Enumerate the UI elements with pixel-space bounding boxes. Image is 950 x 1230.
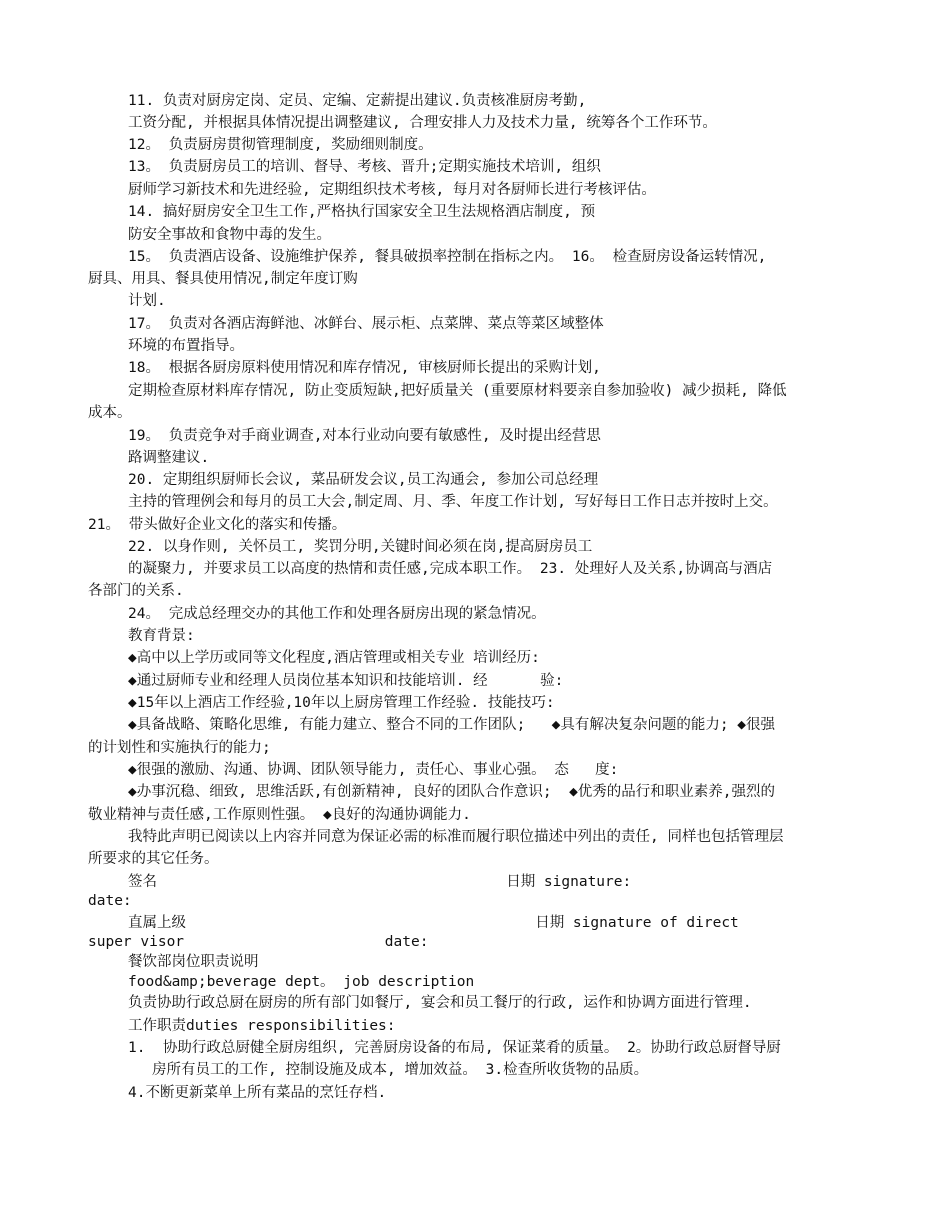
duty-item: 1. 协助行政总厨健全厨房组织, 完善厨房设备的布局, 保证菜肴的质量。 2。协助行政总厨督导厨 <box>128 1040 781 1056</box>
text-line: 负责协助行政总厨在厨房的所有部门如餐厅, 宴会和员工餐厅的行政, 运作和协调方面进行管理. <box>128 995 752 1011</box>
date-line: date: <box>88 893 132 909</box>
supervisor-line: 直属上级 日期 signature of direct <box>128 915 739 931</box>
text-line: 主持的管理例会和每月的员工大会,制定周、月、季、年度工作计划, 写好每日工作日志并按时上交。 <box>128 494 778 510</box>
text-line: 成本。 <box>88 405 132 421</box>
text-line: 厨具、用具、餐具使用情况,制定年度订购 <box>88 271 358 287</box>
duty-item: 房所有员工的工作, 控制设施及成本, 增加效益。 3.检查所收货物的品质。 <box>152 1062 649 1078</box>
bullet-line: ◆具备战略、策略化思维, 有能力建立、整合不同的工作团队; ◆具有解决复杂问题的能力; ◆很强 <box>128 717 776 733</box>
text-line: 22. 以身作则, 关怀员工, 奖罚分明,关键时间必须在岗,提高厨房员工 <box>128 539 593 555</box>
declaration-line: 我特此声明已阅读以上内容并同意为保证必需的标准而履行职位描述中列出的责任, 同样也包括管理层 <box>128 829 784 845</box>
text-line: 18。 根据各厨房原料使用情况和库存情况, 审核厨师长提出的采购计划, <box>128 360 601 376</box>
text-line: 11. 负责对厨房定岗、定员、定编、定薪提出建议.负责核准厨房考勤, <box>128 93 587 109</box>
text-line: 敬业精神与责任感,工作原则性强。 ◆良好的沟通协调能力. <box>88 807 471 823</box>
text-line: 工资分配, 并根据具体情况提出调整建议, 合理安排人力及技术力量, 统筹各个工作环节。 <box>128 115 717 131</box>
bullet-line: ◆办事沉稳、细致, 思维活跃,有创新精神, 良好的团队合作意识; ◆优秀的品行和职业素养,强烈的 <box>128 784 776 800</box>
section-title: 餐饮部岗位职责说明 <box>128 954 259 970</box>
text-line: 14. 搞好厨房安全卫生工作,严格执行国家安全卫生法规格酒店制度, 预 <box>128 204 596 220</box>
text-line: 定期检查原材料库存情况, 防止变质短缺,把好质量关 (重要原材料要亲自参加验收) 减少损耗, 降低 <box>128 383 787 399</box>
duty-item: 4.不断更新菜单上所有菜品的烹饪存档. <box>128 1085 387 1101</box>
text-line: 13。 负责厨房员工的培训、督导、考核、晋升;定期实施技术培训, 组织 <box>128 159 601 175</box>
supervisor-line: super visor date: <box>88 934 429 950</box>
text-line: 的凝聚力, 并要求员工以高度的热情和责任感,完成本职工作。 23. 处理好人及关系,协调高与酒店 <box>128 561 773 577</box>
section-heading: 教育背景: <box>128 628 195 644</box>
section-heading: 工作职责duties responsibilities: <box>128 1018 396 1034</box>
text-line: 19。 负责竞争对手商业调查,对本行业动向要有敏感性, 及时提出经营思 <box>128 428 601 444</box>
text-line: 各部门的关系. <box>88 583 184 599</box>
bullet-line: ◆很强的激励、沟通、协调、团队领导能力, 责任心、事业心强。 态 度: <box>128 762 619 778</box>
bullet-line: ◆通过厨师专业和经理人员岗位基本知识和技能培训. 经 验: <box>128 673 564 689</box>
text-line: 21。 带头做好企业文化的落实和传播。 <box>88 517 347 533</box>
bullet-line: ◆高中以上学历或同等文化程度,酒店管理或相关专业 培训经历: <box>128 650 540 666</box>
text-line: 路调整建议. <box>128 450 210 466</box>
declaration-line: 所要求的其它任务。 <box>88 851 219 867</box>
text-line: 环境的布置指导。 <box>128 338 244 354</box>
text-line: 20. 定期组织厨师长会议, 菜品研发会议,员工沟通会, 参加公司总经理 <box>128 472 599 488</box>
text-line: 防安全事故和食物中毒的发生。 <box>128 227 331 243</box>
text-line: 17。 负责对各酒店海鲜池、冰鲜台、展示柜、点菜牌、菜点等菜区域整体 <box>128 316 604 332</box>
bullet-line: ◆15年以上酒店工作经验,10年以上厨房管理工作经验. 技能技巧: <box>128 695 555 711</box>
signature-line: 签名 日期 signature: <box>128 874 632 890</box>
text-line: 计划. <box>128 293 166 309</box>
section-title-en: food&amp;beverage dept。 job description <box>128 974 475 990</box>
text-line: 15。 负责酒店设备、设施维护保养, 餐具破损率控制在指标之内。 16。 检查厨房设备运转情况, <box>128 249 767 265</box>
text-line: 12。 负责厨房贯彻管理制度, 奖励细则制度。 <box>128 137 433 153</box>
text-line: 的计划性和实施执行的能力; <box>88 740 271 756</box>
text-line: 厨师学习新技术和先进经验, 定期组织技术考核, 每月对各厨师长进行考核评估。 <box>128 182 656 198</box>
text-line: 24。 完成总经理交办的其他工作和处理各厨房出现的紧急情况。 <box>128 606 546 622</box>
